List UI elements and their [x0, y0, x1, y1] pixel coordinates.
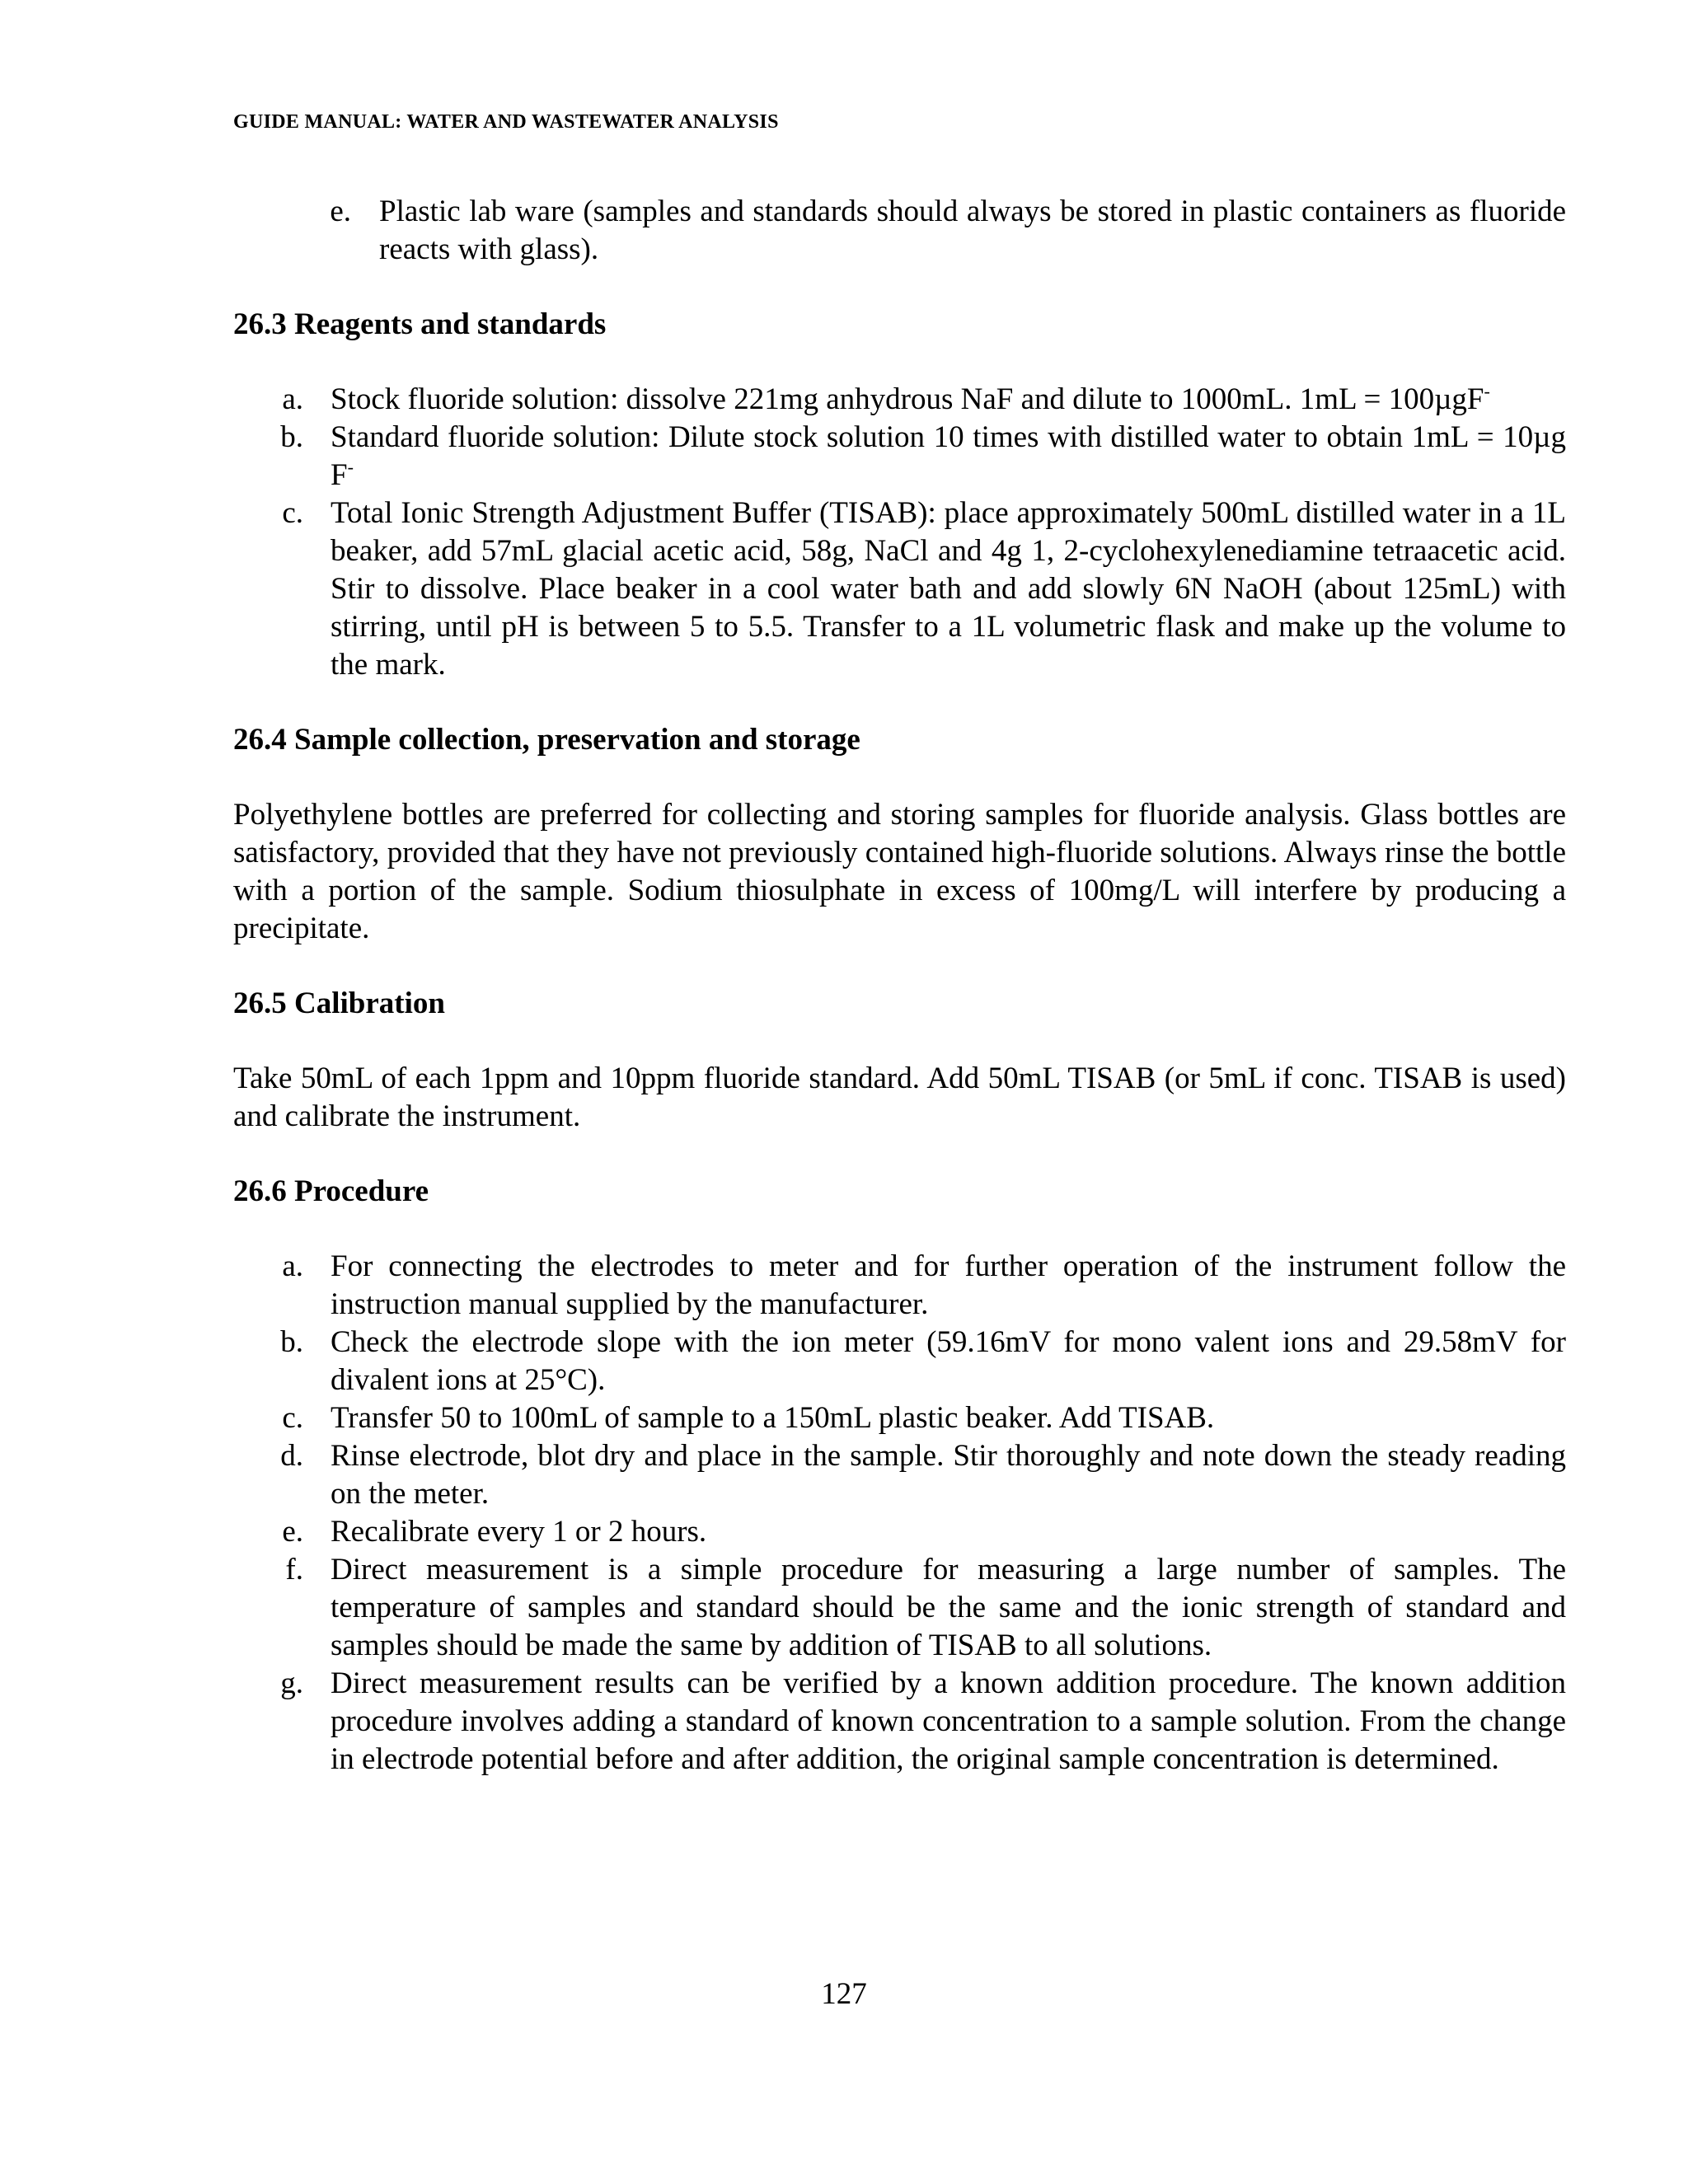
list-marker: g. — [280, 1666, 303, 1700]
section-heading-procedure: 26.6 Procedure — [233, 1174, 429, 1208]
section-heading-calibration: 26.5 Calibration — [233, 987, 445, 1020]
list-item — [233, 193, 1566, 269]
list-item — [233, 1324, 1566, 1399]
list-item-text: Direct measurement is a simple procedure for measuring a large number of samples. The temperature of samples and standard should be the same and the ionic strength of standard and samples should be made the same by addition of TISAB to all solutions. — [331, 1553, 1566, 1662]
list-item — [233, 1513, 1566, 1551]
list-item-text: Check the electrode slope with the ion meter (59.16mV for mono valent ions and 29.58mV for divalent ions at 25°C). — [331, 1325, 1566, 1397]
procedure-list — [233, 1248, 1566, 1779]
list-marker: f. — [285, 1553, 303, 1586]
section-heading-sample-collection: 26.4 Sample collection, preservation and storage — [233, 723, 860, 757]
list-item — [233, 1665, 1566, 1779]
list-item — [233, 1399, 1566, 1437]
list-marker: c. — [282, 1401, 303, 1435]
list-marker: b. — [280, 420, 303, 454]
list-item-text: For connecting the electrodes to meter and for further operation of the instrument follow the instruction manual supplied by the manufacturer. — [331, 1249, 1566, 1321]
list-marker: b. — [280, 1325, 303, 1359]
equipment-list — [233, 193, 1566, 269]
list-item-text: Total Ionic Strength Adjustment Buffer (TISAB): place approximately 500mL distilled water in a 1L beaker, add 57mL glacial acetic acid, 58g, NaCl and 4g 1, 2-cyclohexylenediamine tetraacetic acid. Stir to dissolve. Place beaker in a cool water bath and add slowly 6N NaOH (about 125mL) with stirring, until pH is between 5 to 5.5. Transfer to a 1L volumetric flask and make up the volume to the mark. — [331, 496, 1566, 682]
list-item — [233, 1551, 1566, 1665]
section-heading-reagents: 26.3 Reagents and standards — [233, 307, 607, 341]
list-item-text: Recalibrate every 1 or 2 hours. — [331, 1515, 707, 1549]
paragraph-calibration: Take 50mL of each 1ppm and 10ppm fluoride standard. Add 50mL TISAB (or 5mL if conc. TISAB is used) and calibrate the instrument. — [233, 1062, 1566, 1133]
list-item-text: Standard fluoride solution: Dilute stock solution 10 times with distilled water to obtain 1mL = 10µg F — [331, 420, 1566, 492]
reagents-list — [233, 381, 1566, 684]
list-item — [233, 494, 1566, 684]
page-number: 127 — [821, 1977, 867, 2011]
list-marker: d. — [280, 1439, 303, 1473]
list-item — [233, 419, 1566, 494]
superscript: - — [1484, 381, 1490, 401]
list-item-text: Transfer 50 to 100mL of sample to a 150mL plastic beaker. Add TISAB. — [331, 1401, 1215, 1435]
running-header: GUIDE MANUAL: WATER AND WASTEWATER ANALYSIS — [233, 111, 779, 133]
list-item — [233, 1248, 1566, 1324]
superscript: - — [347, 457, 354, 477]
page-content — [233, 193, 1566, 1779]
list-item — [233, 381, 1566, 419]
paragraph-sample-collection: Polyethylene bottles are preferred for collecting and storing samples for fluoride analysis. Glass bottles are satisfactory, provided that they have not previously contained high-fluoride solutions. Always rinse the bottle with a portion of the sample. Sodium thiosulphate in excess of 100mg/L will interfere by producing a precipitate. — [233, 798, 1566, 945]
list-item-text: Rinse electrode, blot dry and place in the sample. Stir thoroughly and note down the steady reading on the meter. — [331, 1439, 1566, 1511]
list-item-text: Plastic lab ware (samples and standards should always be stored in plastic containers as fluoride reacts with glass). — [379, 194, 1566, 266]
list-marker: a. — [282, 382, 303, 416]
list-marker: a. — [282, 1249, 303, 1283]
list-marker: c. — [282, 496, 303, 530]
list-item-text: Direct measurement results can be verified by a known addition procedure. The known addition procedure involves adding a standard of known concentration to a sample solution. From the change in electrode potential before and after addition, the original sample concentration is determined. — [331, 1666, 1566, 1776]
list-marker: e. — [330, 194, 351, 228]
list-item — [233, 1437, 1566, 1513]
list-item-text: Stock fluoride solution: dissolve 221mg anhydrous NaF and dilute to 1000mL. 1mL = 100µgF — [331, 382, 1484, 416]
list-marker: e. — [282, 1515, 303, 1549]
